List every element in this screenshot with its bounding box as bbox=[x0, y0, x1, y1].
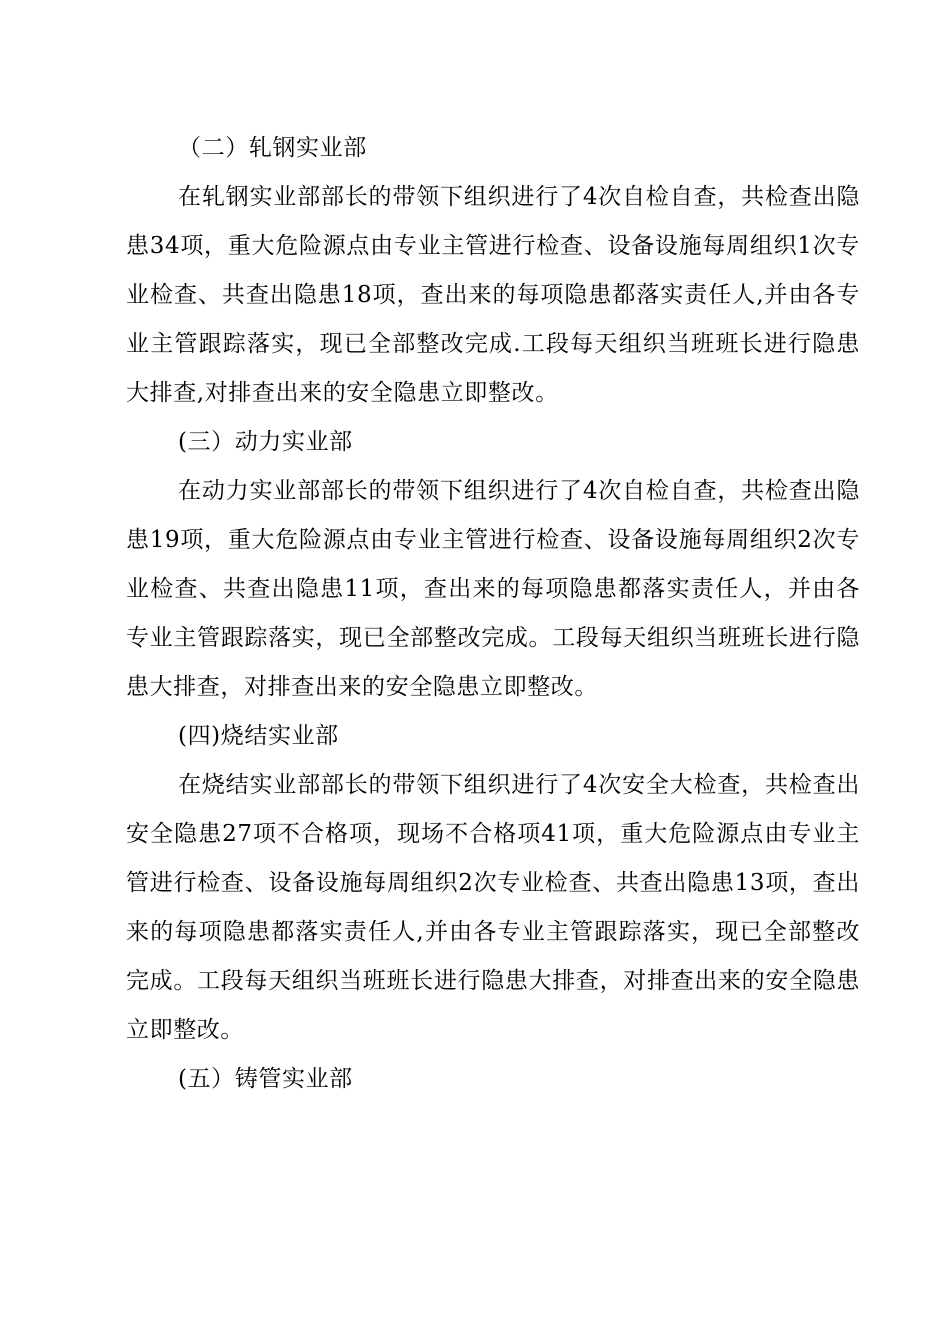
section-paragraph-rolling-steel: 在轧钢实业部部长的带领下组织进行了4次自检自查，共检查出隐患34项，重大危险源点由专业主管进行检查、设备设施每周组织1次专业检查、共查出隐患18项，查出来的每项隐患都落实责任人,并由各专业主管跟踪落实，现已全部整改完成.工段每天组织当班班长进行隐患大排查,对排查出来的安全隐患立即整改。 bbox=[126, 184, 860, 406]
section-heading-pipe-casting: (五）铸管实业部 bbox=[178, 1066, 353, 1092]
section-heading-sintering: (四)烧结实业部 bbox=[178, 723, 339, 749]
section-heading-power: (三）动力实业部 bbox=[178, 429, 353, 455]
section-heading-rolling-steel: （二）轧钢实业部 bbox=[178, 135, 367, 161]
section-paragraph-sintering: 在烧结实业部部长的带领下组织进行了4次安全大检查，共检查出安全隐患27项不合格项，现场不合格项41项，重大危险源点由专业主管进行检查、设备设施每周组织2次专业检查、共查出隐患13项，查出来的每项隐患都落实责任人,并由各专业主管跟踪落实，现已全部整改完成。工段每天组织当班班长进行隐患大排查，对排查出来的安全隐患立即整改。 bbox=[126, 772, 860, 1043]
section-paragraph-power: 在动力实业部部长的带领下组织进行了4次自检自查，共检查出隐患19项，重大危险源点由专业主管进行检查、设备设施每周组织2次专业检查、共查出隐患11项，查出来的每项隐患都落实责任人，并由各专业主管跟踪落实，现已全部整改完成。工段每天组织当班班长进行隐患大排查，对排查出来的安全隐患立即整改。 bbox=[126, 478, 860, 700]
document-body bbox=[126, 124, 860, 1104]
